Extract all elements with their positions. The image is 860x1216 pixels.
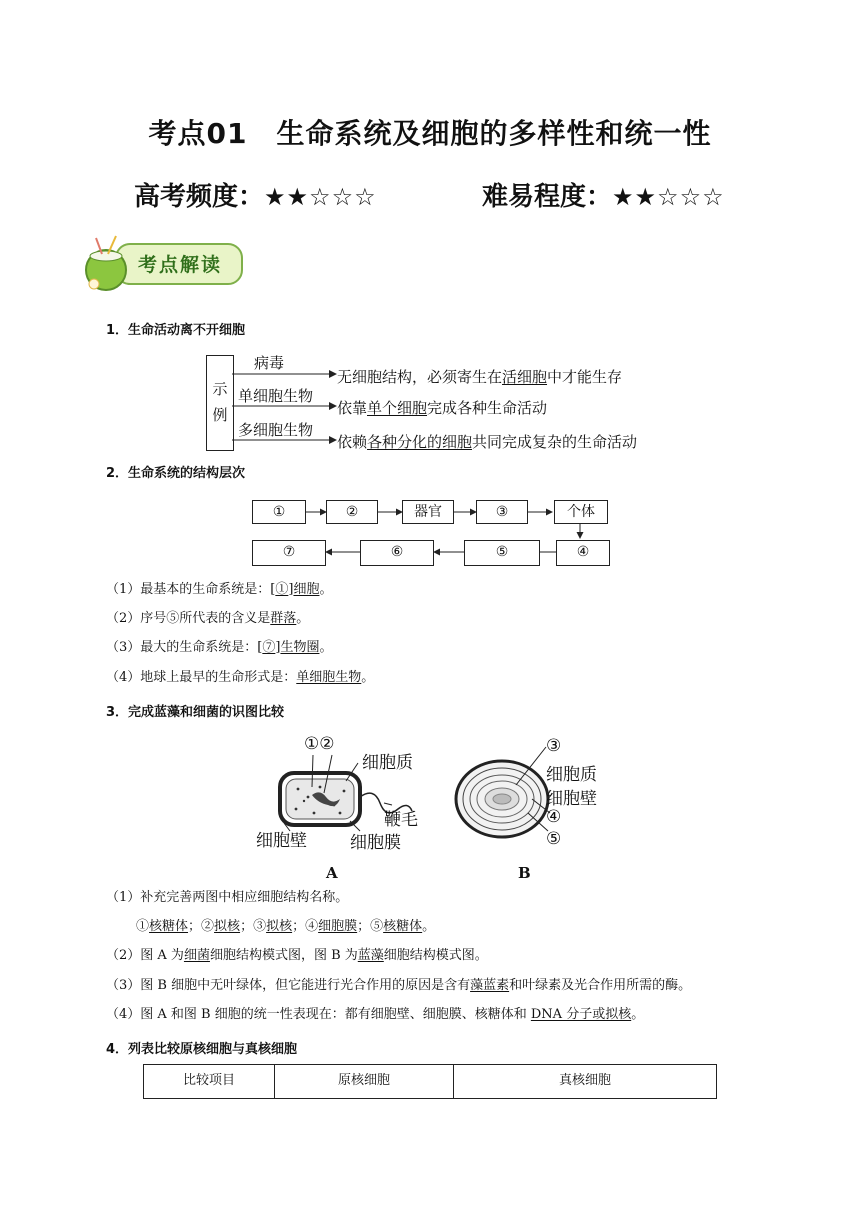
section-4-heading: 4．列表比较原核细胞与真核细胞	[106, 1042, 298, 1057]
example-2-left: 单细胞生物	[238, 387, 314, 405]
frequency-label: 高考频度：	[134, 182, 265, 212]
section-banner	[76, 234, 246, 292]
figB-label-3: ③	[546, 736, 562, 756]
figA-wall-label: 细胞壁	[256, 831, 307, 851]
s2-question-4: （4）地球上最早的生命形式是：单细胞生物。	[106, 670, 375, 685]
hierarchy-box-4: ④	[556, 540, 610, 566]
table-header-cell: 真核细胞	[454, 1065, 717, 1099]
figB-cytoplasm-label: 细胞质	[546, 765, 597, 785]
cyanobacterium-figure	[450, 735, 560, 860]
s3-question-4: （4）图 A 和图 B 细胞的统一性表现在：都有细胞壁、细胞膜、核糖体和 DNA 分子或拟核。	[106, 1007, 645, 1022]
figB-label-4: ④	[546, 807, 562, 827]
difficulty-stars: ★★☆☆☆	[612, 183, 725, 211]
table-header-cell: 比较项目	[144, 1065, 275, 1099]
figA-membrane-label: 细胞膜	[350, 833, 401, 853]
hierarchy-box-individual: 个体	[554, 500, 608, 524]
hierarchy-box-2: ②	[326, 500, 378, 524]
comparison-table	[143, 1064, 717, 1099]
s2-question-1: （1）最基本的生命系统是：[①]细胞。	[106, 582, 333, 597]
difficulty-label: 难易程度：	[482, 182, 613, 212]
figA-flagellum-label: 鞭毛	[384, 810, 418, 830]
hierarchy-box-3: ③	[476, 500, 528, 524]
section-3-heading: 3．完成蓝藻和细菌的识图比较	[106, 705, 285, 720]
section-2-heading: 2．生命系统的结构层次	[106, 466, 246, 481]
figA-cytoplasm-label: 细胞质	[362, 753, 413, 773]
example-3-right: 依赖各种分化的细胞共同完成复杂的生命活动	[337, 433, 638, 451]
figA-caption: A	[326, 864, 338, 882]
frequency-stars: ★★☆☆☆	[264, 183, 377, 211]
banner-label: 考点解读	[138, 254, 223, 276]
example-2-right: 依靠单个细胞完成各种生命活动	[337, 399, 548, 417]
example-3-left: 多细胞生物	[238, 421, 314, 439]
page-title: 考点01 生命系统及细胞的多样性和统一性	[148, 117, 712, 150]
hierarchy-box-5: ⑤	[464, 540, 540, 566]
s2-question-3: （3）最大的生命系统是：[⑦]生物圈。	[106, 640, 333, 655]
table-header-row	[144, 1065, 717, 1099]
example-box-label: 示 例	[212, 380, 228, 424]
hierarchy-box-organ: 器官	[402, 500, 454, 524]
figB-label-5: ⑤	[546, 829, 562, 849]
figB-wall-label: 细胞壁	[546, 789, 597, 809]
s3-question-1-answer: ①核糖体；②拟核；③拟核；④细胞膜；⑤核糖体。	[136, 919, 436, 934]
example-box	[206, 355, 234, 451]
example-1-left: 病毒	[254, 354, 285, 372]
hierarchy-box-7: ⑦	[252, 540, 326, 566]
section-1-heading: 1．生命活动离不开细胞	[106, 323, 246, 338]
s3-question-3: （3）图 B 细胞中无叶绿体，但它能进行光合作用的原因是含有藻蓝素和叶绿素及光合作用所需的酶。	[106, 978, 692, 993]
table-header-cell: 原核细胞	[275, 1065, 454, 1099]
hierarchy-box-1: ①	[252, 500, 306, 524]
frequency-rating	[134, 176, 377, 213]
s2-question-2: （2）序号⑤所代表的含义是群落。	[106, 611, 310, 626]
s3-question-2: （2）图 A 为细菌细胞结构模式图，图 B 为蓝藻细胞结构模式图。	[106, 948, 488, 963]
example-1-right: 无细胞结构，必须寄生在活细胞中才能生存	[337, 368, 623, 386]
difficulty-rating	[482, 176, 725, 213]
hierarchy-box-6: ⑥	[360, 540, 434, 566]
figA-top-labels: ①②	[304, 734, 335, 754]
s3-question-1: （1）补充完善两图中相应细胞结构名称。	[106, 890, 349, 905]
figB-caption: B	[518, 864, 531, 882]
